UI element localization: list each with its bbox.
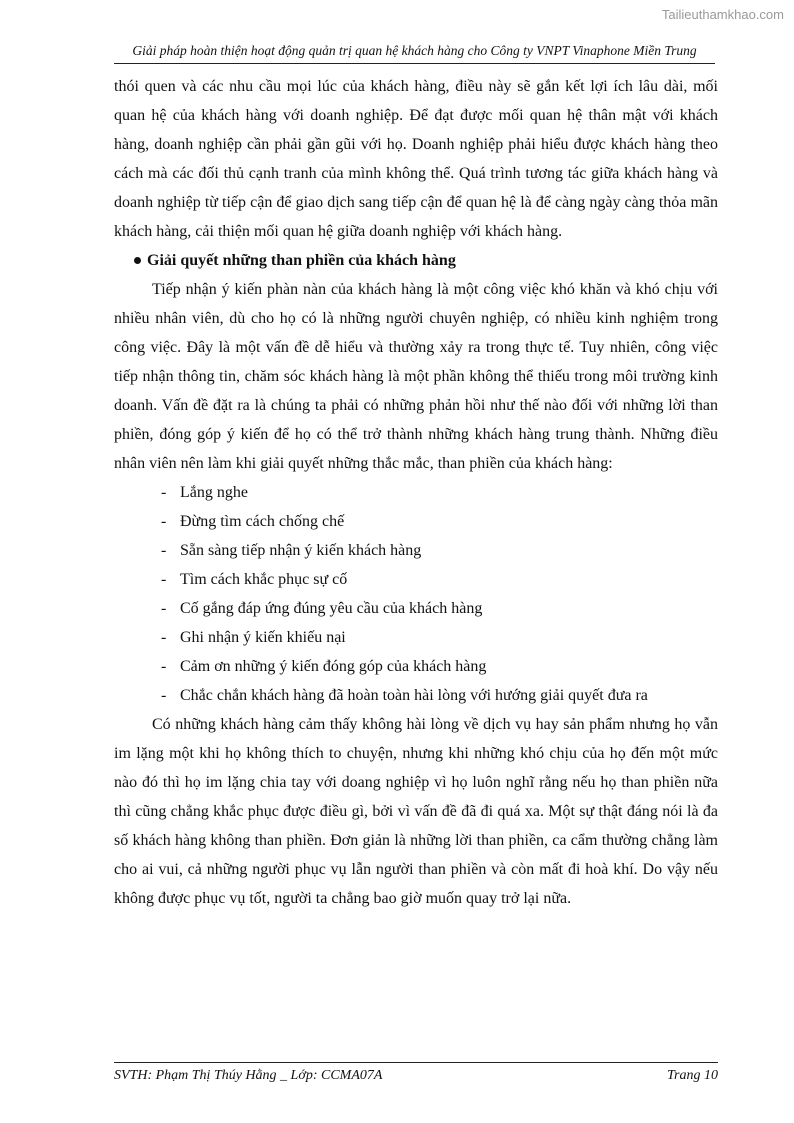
- section-heading-text: Giải quyết những than phiền của khách hàng: [147, 252, 456, 269]
- watermark: Tailieuthamkhao.com: [661, 7, 784, 22]
- dash-icon: -: [161, 513, 167, 530]
- action-list: [114, 478, 718, 710]
- paragraph-silent-customers: Có những khách hàng cảm thấy không hài lòng về dịch vụ hay sản phẩm nhưng họ vẫn im lặng một khi họ không thích to chuyện, nhưng khi những khó chịu của họ đến một mức nào đó thì họ im lặng chia tay với doang nghiệp vì họ luôn nghĩ rằng nếu họ than phiền nữa thì cũng chẳng khắc phục được điều gì, bởi vì vấn đề đã đi quá xa. Một sự thật đáng nói là đa số khách hàng không than phiền. Đơn giản là những lời than phiền, ca cẩm thường chẳng làm cho ai vui, cả những người phục vụ lẫn người than phiền và còn mất đi hoà khí. Do vậy nếu không được phục vụ tốt, người ta chẳng bao giờ muốn quay trở lại nữa.: [114, 716, 718, 907]
- dash-icon: -: [161, 629, 167, 646]
- list-item: - Đừng tìm cách chống chế: [114, 507, 718, 536]
- page-number: Trang 10: [667, 1068, 718, 1083]
- paragraph-intro: thói quen và các nhu cầu mọi lúc của khách hàng, điều này sẽ gắn kết lợi ích lâu dài, mối quan hệ của khách hàng với doanh nghiệp. Để đạt được mối quan hệ thân mật với khách hàng, doanh nghiệp cần phải gần gũi với họ. Doanh nghiệp phải hiểu được khách hàng theo cách mà các đối thủ cạnh tranh của mình không thể. Quá trình tương tác giữa khách hàng và doanh nghiệp từ tiếp cận để giao dịch sang tiếp cận để quan hệ là để càng ngày càng thỏa mãn khách hàng, cải thiện mối quan hệ giữa doanh nghiệp với khách hàng.: [114, 78, 718, 240]
- dash-icon: -: [161, 571, 167, 588]
- list-item: - Ghi nhận ý kiến khiếu nại: [114, 623, 718, 652]
- list-item: - Tìm cách khắc phục sự cố: [114, 565, 718, 594]
- dash-icon: -: [161, 687, 167, 704]
- list-item: - Cố gắng đáp ứng đúng yêu cầu của khách hàng: [114, 594, 718, 623]
- dash-icon: -: [161, 658, 167, 675]
- paragraph-complaints: Tiếp nhận ý kiến phàn nàn của khách hàng là một công việc khó khăn và khó chịu với nhiều nhân viên, dù cho họ có là những người chuyên nghiệp, có nhiều kinh nghiệm trong công việc. Đây là một vấn đề dễ hiểu và thường xảy ra trong thực tế. Tuy nhiên, công việc tiếp nhận thông tin, chăm sóc khách hàng là một phần không thể thiếu trong môi trường kinh doanh. Vấn đề đặt ra là chúng ta phải có những phản hồi như thế nào đối với những lời than phiền, đóng góp ý kiến để họ có thể trở thành những khách hàng trung thành. Những điều nhân viên nên làm khi giải quyết những thắc mắc, than phiền của khách hàng:: [114, 281, 718, 472]
- list-item: - Cảm ơn những ý kiến đóng góp của khách hàng: [114, 652, 718, 681]
- section-heading: [114, 246, 718, 275]
- footer-author: SVTH: Phạm Thị Thúy Hằng _ Lớp: CCMA07A: [114, 1068, 383, 1083]
- dash-icon: -: [161, 600, 167, 617]
- list-item: - Lắng nghe: [114, 478, 718, 507]
- page-header: Giải pháp hoàn thiện hoạt động quản trị quan hệ khách hàng cho Công ty VNPT Vinaphone Miền Trung: [114, 42, 715, 64]
- bullet-icon: [134, 257, 141, 264]
- list-item: - Chắc chắn khách hàng đã hoàn toàn hài lòng với hướng giải quyết đưa ra: [114, 681, 718, 710]
- document-body: [114, 72, 718, 913]
- list-item: - Sẵn sàng tiếp nhận ý kiến khách hàng: [114, 536, 718, 565]
- dash-icon: -: [161, 542, 167, 559]
- page-footer: [114, 1062, 718, 1084]
- dash-icon: -: [161, 484, 167, 501]
